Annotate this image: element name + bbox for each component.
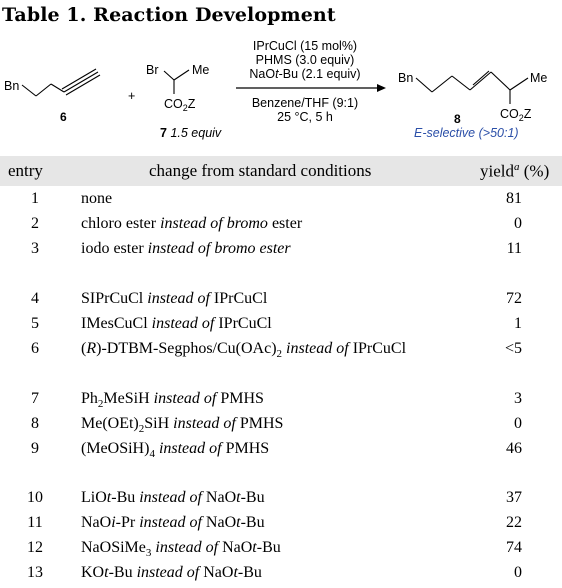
reactant-7-co2z: $CO_2Z$ [164,97,196,113]
product-8-bn: Bn [398,71,414,85]
entry-number: 6 [31,340,39,357]
table-row [0,215,562,239]
condition-solvent: Benzene/THF (9:1) [251,96,359,110]
change-description: iodo ester instead of bromo ester [81,240,291,257]
change-description: none [81,190,113,207]
product-8-number: 8 [454,112,461,126]
product-8-structure [416,71,528,104]
table-row [0,190,562,214]
reactant-7-label [160,126,222,140]
entry-number: 11 [27,514,43,531]
entry-number: 2 [31,215,39,232]
table-row [0,415,562,439]
change-description: LiOt-Bu instead of NaOt-Bu [81,489,265,506]
entry-number: 10 [27,489,43,506]
product-8-co2z: $CO_2Z$ [500,107,532,123]
yield-value: 0 [514,215,522,232]
reaction-arrowhead [377,84,386,92]
yield-value: <5 [504,340,522,357]
yield-value: 0 [514,415,522,432]
header-yield: yield$^a$ (%) [480,161,550,181]
condition-silane: PHMS (3.0 equiv) [255,53,355,67]
product-8-selectivity: E-selective (>50:1) [414,126,519,140]
entry-number: 13 [27,564,43,581]
change-description: IMesCuCl instead of IPrCuCl [81,315,272,332]
reactant-7-number: 7 [160,126,167,140]
reactant-7-me: Me [192,63,210,77]
table-row [0,315,562,339]
change-description: NaOSiMe$_3$ instead of NaOt-Bu [81,539,281,560]
table-header [0,156,562,186]
entry-number: 3 [31,240,39,257]
reactant-7-structure [164,70,189,94]
header-change: change from standard conditions [149,161,372,180]
product-8-me: Me [530,71,548,85]
reaction-scheme [0,34,562,154]
table-row [0,514,562,538]
yield-value: 46 [506,440,522,457]
yield-value: 22 [506,514,522,531]
change-description: $(MeOSiH)_4$ instead of PMHS [81,440,270,461]
plus-sign: + [128,89,136,103]
entry-number: 9 [31,440,39,457]
yield-value: 0 [514,564,522,581]
change-description: $(R)-DTBM-Segphos/Cu(OAc)_2$ instead of IPrCuCl [81,340,407,361]
condition-catalyst: IPrCuCl (15 mol%) [252,39,358,53]
yield-value: 81 [506,190,522,207]
table-row [0,390,562,414]
entry-number: 4 [31,290,39,307]
table-row [0,290,562,314]
yield-value: 72 [506,290,522,307]
table-row [0,240,562,264]
reactant-6-structure [22,69,100,96]
change-description: $Ph_2MeSiH$ instead of PMHS [81,390,264,411]
entry-number: 5 [31,315,39,332]
entry-number: 12 [27,539,43,556]
header-entry: entry [8,161,43,180]
change-description: $Me(OEt)_2SiH$ instead of PMHS [81,415,284,436]
change-description: SIPrCuCl instead of IPrCuCl [81,290,268,307]
yield-value: 74 [506,539,522,556]
condition-base: NaOt-Bu (2.1 equiv) [249,67,361,81]
entry-number: 7 [31,390,39,407]
change-description: chloro ester instead of bromo ester [81,215,303,232]
table-row [0,539,562,563]
change-description: NaOi-Pr instead of NaOt-Bu [81,514,265,531]
yield-value: 3 [514,390,522,407]
reactant-6-bn: Bn [4,79,20,93]
change-description: KOt-Bu instead of NaOt-Bu [81,564,262,581]
table-row [0,440,562,464]
reactant-6-number: 6 [60,110,67,124]
yield-value: 1 [514,315,522,332]
table-row [0,489,562,513]
table-row [0,340,562,364]
table-row [0,564,562,588]
condition-temp-time: 25 °C, 5 h [277,110,333,124]
entry-number: 8 [31,415,39,432]
reactant-7-br: Br [146,63,159,77]
entry-number: 1 [31,190,39,207]
reactant-7-equiv: 1.5 equiv [170,126,222,140]
yield-value: 37 [506,489,522,506]
table-title: Table 1. Reaction Development [2,4,336,26]
yield-value: 11 [506,240,522,257]
